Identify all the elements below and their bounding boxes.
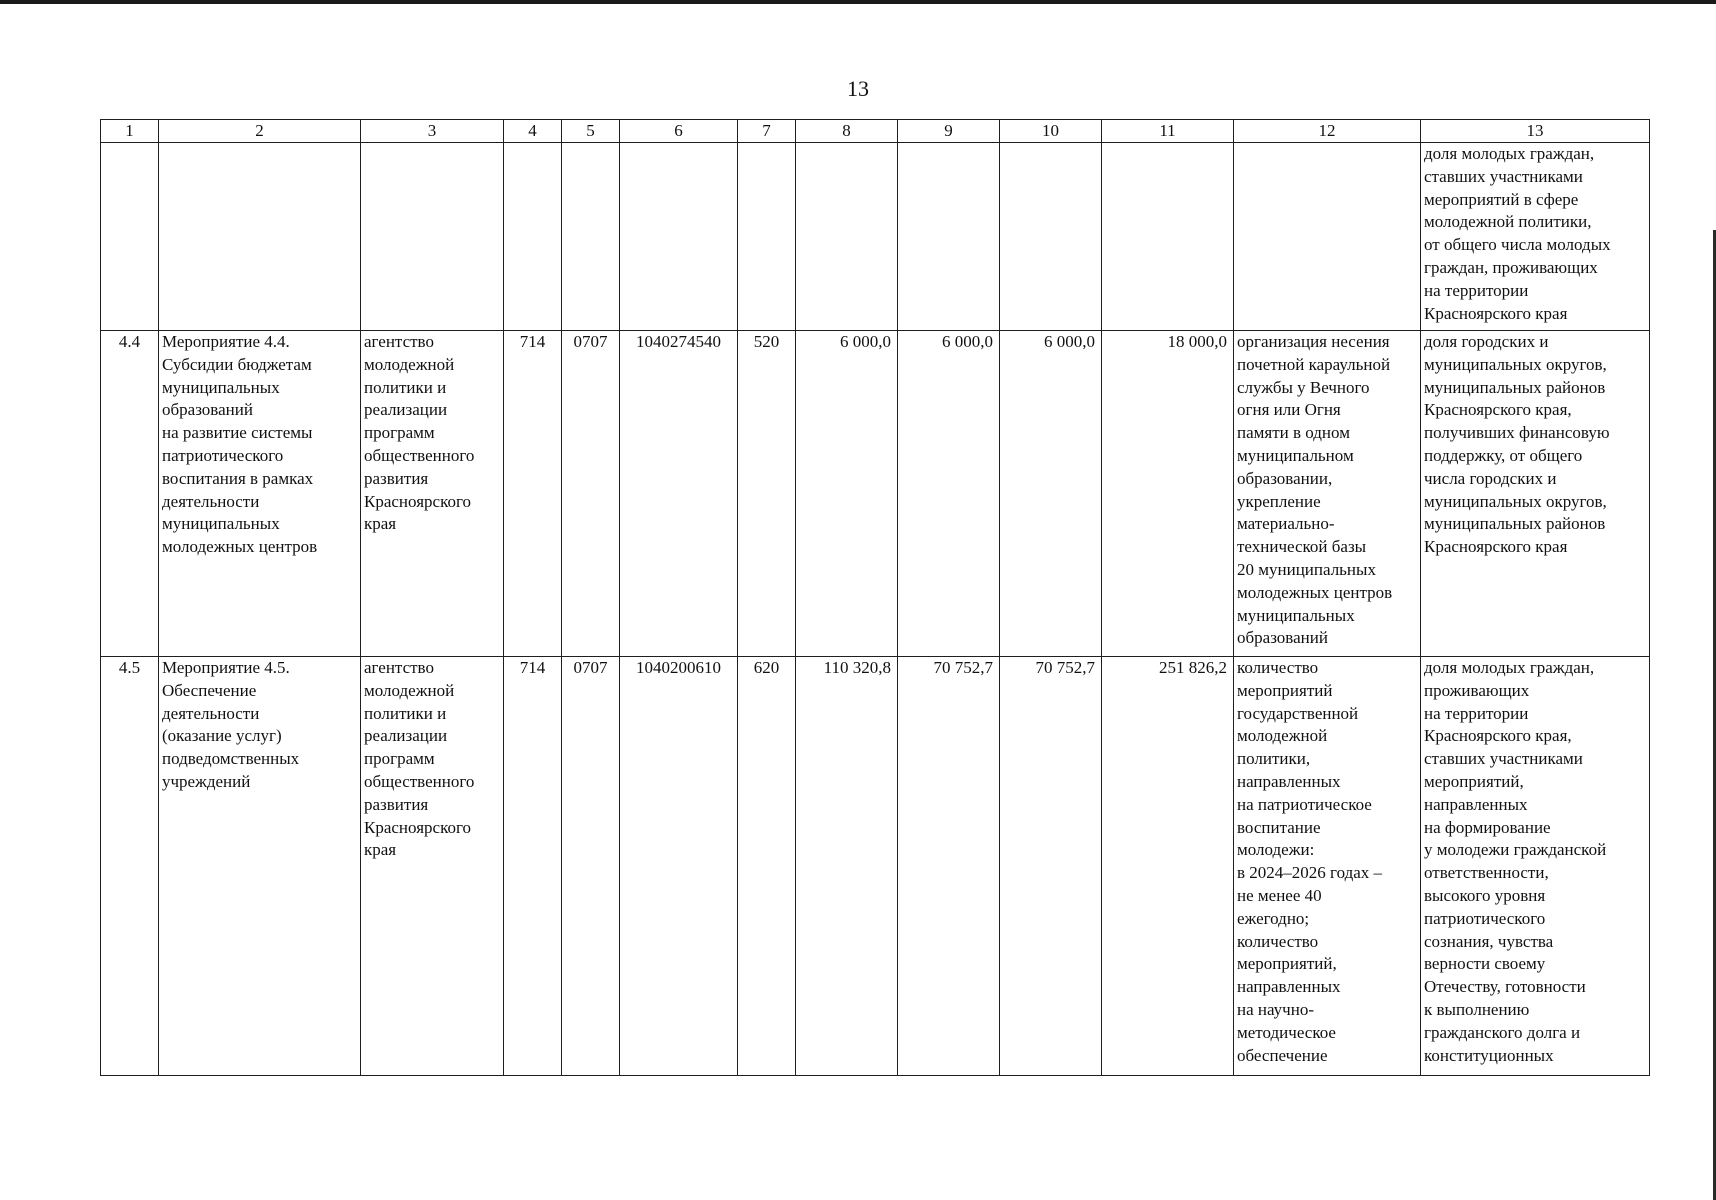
cell-activity-name <box>159 657 361 1076</box>
cell-grbs: 714 <box>504 331 562 657</box>
cell-text-line: муниципальных районов <box>1424 377 1606 397</box>
table-row-continuation <box>101 143 1650 331</box>
cell-text-line: реализации <box>364 400 448 420</box>
header-col-6: 6 <box>620 120 738 143</box>
cell-vr: 620 <box>738 657 796 1076</box>
cell-text-line: образований <box>162 400 253 420</box>
cell-amount-total: 251 826,2 <box>1102 657 1234 1076</box>
cell-text-line: 20 муниципальных <box>1237 559 1376 579</box>
cell-text-line: Мероприятие 4.5. <box>162 658 290 677</box>
header-col-7: 7 <box>738 120 796 143</box>
cell-csr: 1040200610 <box>620 657 738 1076</box>
cell-text-line: организация несения <box>1237 332 1390 351</box>
cell-text-line: края <box>364 514 397 534</box>
cell-activity-name <box>159 331 361 657</box>
cell-text-line: молодежных центров <box>162 537 318 557</box>
cell-text-line: Мероприятие 4.4. <box>162 332 290 351</box>
cell-text-line: материально- <box>1237 514 1335 534</box>
cell-text-line: молодежной <box>364 680 455 700</box>
cell-text-line: в 2024–2026 годах – <box>1237 863 1383 883</box>
cell-text-line: количество <box>1237 931 1319 951</box>
cell-text-line: Отечеству, готовности <box>1424 977 1586 997</box>
cell-text-line: направленных <box>1237 771 1341 791</box>
cell-text-line: проживающих <box>1424 680 1530 700</box>
header-row <box>101 120 1650 143</box>
cell-text-line: Красноярского края, <box>1424 400 1572 420</box>
cell-text-line: патриотического <box>1424 908 1546 928</box>
cell-text-line: развития <box>364 794 429 814</box>
cell-agency <box>361 331 504 657</box>
cell-text-line: агентство <box>364 332 434 351</box>
cell-agency <box>361 657 504 1076</box>
cell-text-line: молодежных центров <box>1237 582 1393 602</box>
cell-text-line: не менее 40 <box>1237 885 1322 905</box>
cell-text-line: развития <box>364 468 429 488</box>
cell-text-line: верности своему <box>1424 954 1546 974</box>
cell-text-line: воспитания в рамках <box>162 468 314 488</box>
cell-text-line: на патриотическое <box>1237 794 1372 814</box>
cell-text-line: патриотического <box>162 445 284 465</box>
page-number: 13 <box>847 76 869 101</box>
cell-text-line: числа городских и <box>1424 468 1557 488</box>
table-row <box>101 657 1650 1076</box>
cell-text-line: почетной караульной <box>1237 354 1391 374</box>
header-col-5: 5 <box>562 120 620 143</box>
cell-indicator <box>1421 657 1650 1076</box>
cell-amount-2026: 6 000,0 <box>1000 331 1102 657</box>
cell-text-line: общественного <box>364 771 475 791</box>
cell-text-line: ежегодно; <box>1237 908 1310 928</box>
cell-text-line: доля городских и <box>1424 332 1549 351</box>
cell-indicator <box>1421 331 1650 657</box>
cell-text-line: (оказание услуг) <box>162 726 282 746</box>
cell-text-line: от общего числа молодых <box>1424 235 1611 255</box>
cell-text-line: политики и <box>364 703 447 723</box>
cell-text-line: ставших участниками <box>1424 166 1583 186</box>
cell-text-line: муниципальных <box>1237 605 1355 625</box>
cell-text-line: муниципальном <box>1237 445 1354 465</box>
cell-text-line: на развитие системы <box>162 423 313 443</box>
cell-text-line: укрепление <box>1237 491 1321 511</box>
cell-text-line: огня или Огня <box>1237 400 1341 420</box>
header-col-11: 11 <box>1102 120 1234 143</box>
cell-text-line: общественного <box>364 445 475 465</box>
cell-text-line: мероприятий, <box>1237 954 1337 974</box>
cell-text-line: мероприятий, <box>1424 771 1524 791</box>
cell-text-line: деятельности <box>162 491 260 511</box>
cell-csr: 1040274540 <box>620 331 738 657</box>
cell-text-line: направленных <box>1424 794 1528 814</box>
cell-text-line: высокого уровня <box>1424 885 1546 905</box>
header-col-9: 9 <box>898 120 1000 143</box>
cell-text-line: Красноярского края <box>1424 303 1568 323</box>
cell-text-line: на научно- <box>1237 999 1314 1019</box>
cell-text-line: программ <box>364 749 435 769</box>
cell-text-line: конституционных <box>1424 1045 1554 1065</box>
cell-text-line: сознания, чувства <box>1424 931 1554 951</box>
cell-text-line: ответственности, <box>1424 863 1549 883</box>
cell-text-line: направленных <box>1237 977 1341 997</box>
cell-text-line: реализации <box>364 726 448 746</box>
cell-row-number: 4.4 <box>101 331 159 657</box>
cell-text-line: муниципальных <box>162 377 280 397</box>
cell-expected-result <box>1234 657 1421 1076</box>
cell-text-line: поддержку, от общего <box>1424 445 1583 465</box>
cell-text-line: Субсидии бюджетам <box>162 354 312 374</box>
cell-amount-2024: 6 000,0 <box>796 331 898 657</box>
cell-text-line: на формирование <box>1424 817 1551 837</box>
cell-amount-2025: 70 752,7 <box>898 657 1000 1076</box>
cell-text-line: муниципальных районов <box>1424 514 1606 534</box>
cell-text-line: службы у Вечного <box>1237 377 1370 397</box>
cell-text-line: на территории <box>1424 280 1529 300</box>
cell-text-line: обеспечение <box>1237 1045 1328 1065</box>
cell-text-line: у молодежи гражданской <box>1424 840 1607 860</box>
cell-row-number: 4.5 <box>101 657 159 1076</box>
cell-text-line: к выполнению <box>1424 999 1530 1019</box>
cell-text-line: молодежной <box>1237 726 1328 746</box>
cell-text-line: молодежи: <box>1237 840 1315 860</box>
cell-text-line: граждан, проживающих <box>1424 257 1598 277</box>
cell-text-line: на территории <box>1424 703 1529 723</box>
header-col-10: 10 <box>1000 120 1102 143</box>
cell-text-line: воспитание <box>1237 817 1321 837</box>
cell-expected-result <box>1234 331 1421 657</box>
cell-text-line: образовании, <box>1237 468 1333 488</box>
header-col-8: 8 <box>796 120 898 143</box>
cell-text-line: агентство <box>364 658 434 677</box>
program-activities-table <box>100 119 1650 1076</box>
header-col-2: 2 <box>159 120 361 143</box>
cell-text-line: деятельности <box>162 703 260 723</box>
cell-text-line: подведомственных <box>162 749 300 769</box>
cell-text-line: мероприятий <box>1237 680 1333 700</box>
cell-text-line: политики и <box>364 377 447 397</box>
cell-grbs: 714 <box>504 657 562 1076</box>
header-col-1: 1 <box>101 120 159 143</box>
header-col-13: 13 <box>1421 120 1650 143</box>
cell-text-line: памяти в одном <box>1237 423 1350 443</box>
cell-amount-2025: 6 000,0 <box>898 331 1000 657</box>
cell-text-line: доля молодых граждан, <box>1424 658 1595 677</box>
cell-text-line: края <box>364 840 397 860</box>
cell-amount-total: 18 000,0 <box>1102 331 1234 657</box>
cell-text-line: политики, <box>1237 749 1311 769</box>
cell-text-line: образований <box>1237 628 1328 648</box>
cell-text-line: муниципальных округов, <box>1424 354 1607 374</box>
cell-text-line: технической базы <box>1237 537 1367 557</box>
cell-text-line: молодежной политики, <box>1424 212 1592 232</box>
cell-amount-2024: 110 320,8 <box>796 657 898 1076</box>
cell-text-line: гражданского долга и <box>1424 1022 1581 1042</box>
cell-indicator <box>1421 143 1650 331</box>
cell-text-line: молодежной <box>364 354 455 374</box>
cell-text-line: Красноярского <box>364 491 472 511</box>
cell-vr: 520 <box>738 331 796 657</box>
cell-rzpr: 0707 <box>562 331 620 657</box>
cell-text-line: Красноярского края, <box>1424 726 1572 746</box>
cell-text-line: программ <box>364 423 435 443</box>
cell-text-line: муниципальных округов, <box>1424 491 1607 511</box>
cell-text-line: методическое <box>1237 1022 1336 1042</box>
top-border-rule <box>0 0 1716 4</box>
cell-text-line: количество <box>1237 658 1319 677</box>
cell-text-line: мероприятий в сфере <box>1424 189 1579 209</box>
cell-amount-2026: 70 752,7 <box>1000 657 1102 1076</box>
cell-text-line: Красноярского края <box>1424 537 1568 557</box>
header-col-12: 12 <box>1234 120 1421 143</box>
cell-text-line: учреждений <box>162 771 251 791</box>
cell-text-line: ставших участниками <box>1424 749 1583 769</box>
table-row <box>101 331 1650 657</box>
header-col-4: 4 <box>504 120 562 143</box>
cell-text-line: Красноярского <box>364 817 472 837</box>
cell-text-line: доля молодых граждан, <box>1424 144 1595 163</box>
cell-text-line: Обеспечение <box>162 680 257 700</box>
cell-rzpr: 0707 <box>562 657 620 1076</box>
cell-text-line: получивших финансовую <box>1424 423 1610 443</box>
cell-text-line: муниципальных <box>162 514 280 534</box>
header-col-3: 3 <box>361 120 504 143</box>
cell-text-line: государственной <box>1237 703 1359 723</box>
